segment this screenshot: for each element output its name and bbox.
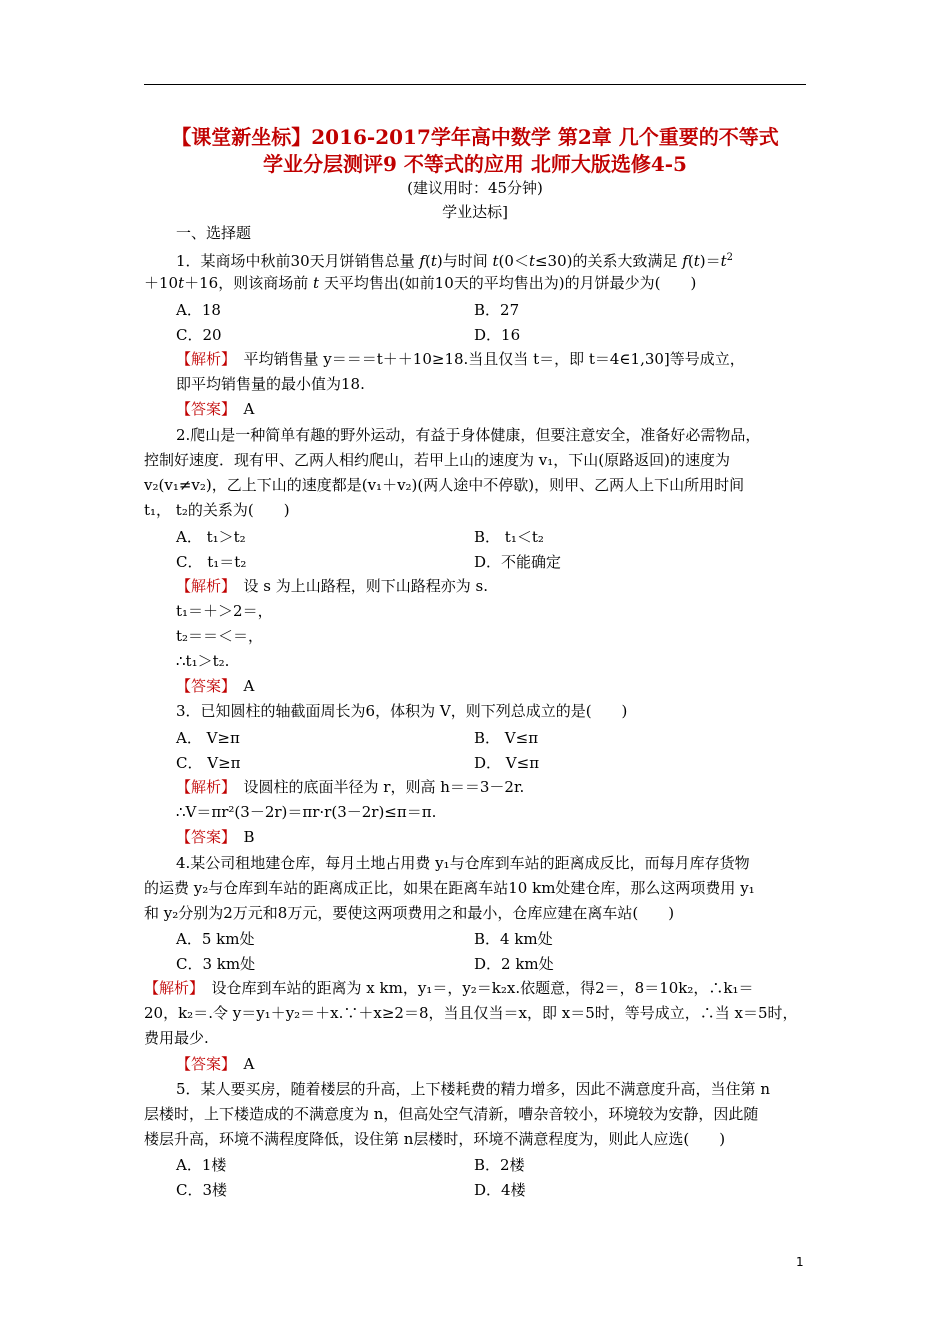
suggested-time: (建议用时：45分钟): [407, 179, 543, 197]
answer-label: 【答案】: [176, 400, 229, 418]
answer-label: 【答案】: [176, 677, 229, 695]
analysis-label: 【解析】: [144, 979, 197, 997]
q4-stem-line1: 4.某公司租地建仓库，每月土地占用费 y₁与仓库到车站的距离成反比，而每月库存货物: [176, 854, 750, 872]
analysis-label: 【解析】: [176, 778, 229, 796]
header-rule: [144, 84, 806, 85]
q2-option-a: A． t₁＞t₂: [176, 528, 246, 546]
q5-stem-line1: 5．某人要买房，随着楼层的升高，上下楼耗费的精力增多，因此不满意度升高，当住第 n: [176, 1080, 770, 1098]
q3-option-b: B． V≤π: [474, 729, 539, 747]
q1-option-c: C．20: [176, 326, 222, 344]
analysis-label: 【解析】: [176, 350, 229, 368]
q2-analysis-line2: t₁＝＋＞2＝，: [176, 602, 273, 620]
q4-stem-line3: 和 y₂分别为2万元和8万元，要使这两项费用之和最小，仓库应建在离车站( ): [144, 904, 675, 922]
q1-answer: 【答案】 A: [176, 400, 255, 418]
document-title-line1: 【课堂新坐标】2016-2017学年高中数学 第2章 几个重要的不等式: [171, 125, 779, 149]
q4-option-c: C．3 km处: [176, 955, 256, 973]
q3-option-d: D． V≤π: [474, 754, 540, 772]
q5-option-c: C．3楼: [176, 1181, 228, 1199]
q5-option-a: A．1楼: [176, 1156, 227, 1174]
section-level: 学业达标]: [442, 203, 508, 221]
q4-analysis-line1: 【解析】 设仓库到车站的距离为 x km，y₁＝，y₂＝k₂x.依题意，得2＝，8＝10k₂，∴k₁＝: [144, 979, 754, 997]
q2-analysis-line1: 【解析】 设 s 为上山路程，则下山路程亦为 s.: [176, 577, 488, 595]
q4-option-b: B．4 km处: [474, 930, 553, 948]
q2-option-d: D．不能确定: [474, 553, 562, 571]
q2-stem-line2: 控制好速度．现有甲、乙两人相约爬山，若甲上山的速度为 v₁，下山(原路返回)的速度为: [144, 451, 730, 469]
q1-option-d: D．16: [474, 326, 521, 344]
q1-option-a: A．18: [176, 301, 221, 319]
q1-option-b: B．27: [474, 301, 520, 319]
q5-option-d: D．4楼: [474, 1181, 526, 1199]
q2-analysis-line4: ∴t₁＞t₂.: [176, 652, 230, 670]
document-title-line2: 学业分层测评9 不等式的应用 北师大版选修4-5: [263, 152, 687, 176]
q4-analysis-line3: 费用最少.: [144, 1029, 209, 1047]
q2-stem-line3: v₂(v₁≠v₂)，乙上下山的速度都是(v₁＋v₂)(两人途中不停歇)，则甲、乙两人上下山所用时间: [144, 476, 745, 494]
q2-option-c: C． t₁＝t₂: [176, 553, 247, 571]
q4-option-d: D．2 km处: [474, 955, 554, 973]
q2-stem-line1: 2.爬山是一种简单有趣的野外运动，有益于身体健康，但要注意安全，准备好必需物品，: [176, 426, 761, 444]
q5-stem-line2: 层楼时，上下楼造成的不满意度为 n，但高处空气清新，嘈杂音较小，环境较为安静，因此随: [144, 1105, 759, 1123]
q2-stem-line4: t₁， t₂的关系为( ): [144, 501, 290, 519]
answer-label: 【答案】: [176, 1055, 229, 1073]
q3-analysis-line1: 【解析】 设圆柱的底面半径为 r，则高 h＝＝3－2r.: [176, 778, 525, 796]
q4-option-a: A．5 km处: [176, 930, 255, 948]
analysis-label: 【解析】: [176, 577, 229, 595]
q2-analysis-line3: t₂＝＝＜＝，: [176, 627, 264, 645]
q4-stem-line2: 的运费 y₂与仓库到车站的距离成正比，如果在距离车站10 km处建仓库，那么这两项费用 y₁: [144, 879, 755, 897]
q3-stem-line1: 3．已知圆柱的轴截面周长为6，体积为 V，则下列总成立的是( ): [176, 702, 628, 720]
q3-analysis-line2: ∴V＝πr²(3－2r)＝πr·r(3－2r)≤π＝π.: [176, 803, 437, 821]
q4-analysis-line2: 20，k₂＝.令 y＝y₁＋y₂＝＋x.∵＋x≥2＝8，当且仅当＝x，即 x＝5时，等号成立，∴当 x＝5时，: [144, 1004, 798, 1022]
q4-answer: 【答案】 A: [176, 1055, 255, 1073]
q1-stem-line2: ＋10t＋16，则该商场前 t 天平均售出(如前10天的平均售出为)的月饼最少为( ): [144, 274, 697, 292]
q1-analysis-line1: 【解析】 平均销售量 y＝＝＝t＋＋10≥18.当且仅当 t＝，即 t＝4∈1,30]等号成立，: [176, 350, 745, 368]
q5-stem-line3: 楼层升高，环境不满程度降低，设住第 n层楼时，环境不满意程度为，则此人应选( ): [144, 1130, 726, 1148]
q3-answer: 【答案】 B: [176, 828, 255, 846]
q3-option-c: C． V≥π: [176, 754, 241, 772]
answer-label: 【答案】: [176, 828, 229, 846]
q2-answer: 【答案】 A: [176, 677, 255, 695]
q2-option-b: B． t₁＜t₂: [474, 528, 544, 546]
q1-analysis-line2: 即平均销售量的最小值为18.: [176, 375, 365, 393]
q5-option-b: B．2楼: [474, 1156, 525, 1174]
page-number: 1: [796, 1255, 804, 1269]
section-heading: 一、选择题: [176, 224, 252, 242]
q3-option-a: A． V≥π: [176, 729, 240, 747]
q1-stem-line1: 1．某商场中秋前30天月饼销售总量 f(t)与时间 t(0＜t≤30)的关系大致满足 $f(t)=t^2$: [176, 252, 733, 270]
